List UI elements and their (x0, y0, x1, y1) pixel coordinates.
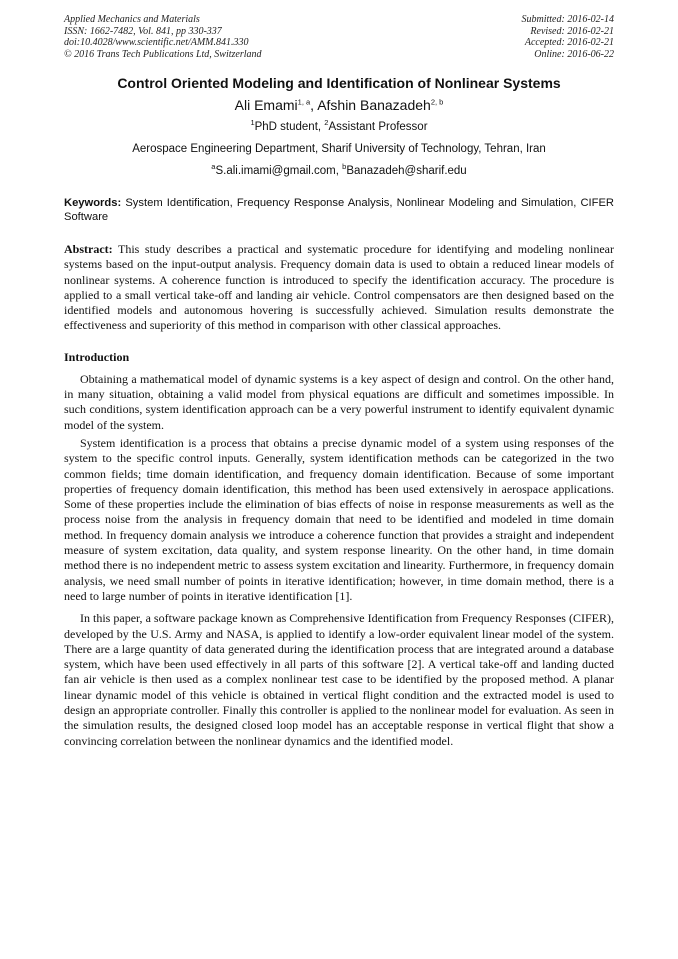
author-superscript: 2, b (430, 97, 444, 107)
author-name: Ali Emami (234, 97, 298, 113)
email-superscript: a (211, 162, 216, 172)
email-separator: , (335, 165, 343, 177)
keywords-section (64, 196, 614, 224)
copyright-info: © 2016 Trans Tech Publications Ltd, Switzerland (64, 48, 262, 60)
email-text: Banazadeh@sharif.edu (346, 165, 467, 177)
abstract-section (64, 242, 614, 334)
abstract-label: Abstract: (64, 242, 113, 256)
submitted-date: Submitted: 2016-02-14 (521, 14, 614, 25)
introduction-paragraph: Obtaining a mathematical model of dynamic systems is a key aspect of design and control. On the other hand, in many situation, obtaining a valid model from physical equations are difficult and sometimes impossible. In such conditions, system identification approach can be a very powerful instrument to identify equivalent dynamic model of the system. (64, 371, 614, 432)
author-list (64, 96, 614, 114)
paper-title: Control Oriented Modeling and Identification of Nonlinear Systems (117, 75, 561, 91)
role-superscript: 1 (250, 118, 255, 128)
author-roles (64, 120, 614, 134)
author-separator: , (310, 97, 318, 113)
author-superscript: 1, a (297, 97, 311, 107)
affiliation-department: Aerospace Engineering Department, Sharif University of Technology, Tehran, Iran (132, 143, 546, 155)
submission-dates (522, 14, 615, 60)
introduction-heading: Introduction (64, 349, 130, 364)
role-text: PhD student (254, 121, 318, 133)
issn-info: ISSN: 1662-7482, Vol. 841, pp 330-337 (64, 25, 222, 37)
revised-date: Revised: 2016-02-21 (530, 25, 614, 37)
author-emails (64, 164, 614, 178)
page-header (64, 14, 614, 60)
role-text: Assistant Professor (328, 121, 428, 133)
role-separator: , (317, 121, 325, 133)
keywords-label: Keywords: (64, 197, 122, 209)
doi-info: doi:10.4028/www.scientific.net/AMM.841.330 (64, 37, 249, 48)
role-superscript: 2 (324, 118, 329, 128)
author-name: Afshin Banazadeh (317, 97, 431, 113)
email-text: S.ali.imami@gmail.com (215, 165, 336, 177)
abstract-text: This study describes a practical and systematic procedure for identifying and modeling nonlinear systems based on the input-output analysis. Frequency domain data is used to obtain a reduced linear models of nonlinear systems. A coherence function is introduced to specify the identification accuracy. The procedure is applied to a small vertical take-off and landing air vehicle. Control compensators are then designed based on the identified models and autonomous hovering is successfully achieved. Simulation results demonstrate the effectiveness and superiority of this method in comparison with other classical approaches. (64, 242, 614, 333)
introduction-paragraph: System identification is a process that obtains a precise dynamic model of a system using responses of the system to the specific control inputs. Generally, system identification methods can be categorized in the two common fields; time domain identification, and frequency domain identification. Because of some important properties of frequency domain identification, this method has been used extensively in aerospace applications. Some of these properties include the elimination of bias effects of noise in response measurements as well as the process noise from the analysis in frequency domain that need to be identified and modeled in time domain method. In frequency domain analysis we introduce a coherence function that provides a straight and independent measure of system excitation, data quality, and system response linearity. On the other hand, in time domain method there is no independent metric to assess system excitation and linearity. Furthermore, in frequency domain analysis, we need small number of points in iterative identification; however, in time domain method, there is a need to large number of points in iterative identification [1]. (64, 435, 614, 603)
accepted-date: Accepted: 2016-02-21 (524, 37, 614, 48)
journal-name: Applied Mechanics and Materials (64, 14, 200, 25)
online-date: Online: 2016-06-22 (534, 48, 614, 60)
keywords-text: System Identification, Frequency Response Analysis, Nonlinear Modeling and Simulation, CIFER Software (64, 197, 615, 223)
email-superscript: b (342, 162, 347, 172)
introduction-paragraph: In this paper, a software package known as Comprehensive Identification from Frequency Responses (CIFER), developed by the U.S. Army and NASA, is applied to identify a low-order equivalent linear model of the system. There are a large quantity of data generated during the identification process that are integrated around a database system, which have been used effectively in all parts of this software [2]. A vertical take-off and landing ducted fan air vehicle is then used as a complex nonlinear test case to be identified by the proposed method. A planar linear dynamic model of this vehicle is obtained in vertical flight condition and the extracted model is used to design an appropriate controller. Finally this controller is applied to the nonlinear model for evaluation. As seen in the simulation results, the designed closed loop model has an acceptable response in vertical flight that show a convincing correlation between the nonlinear dynamics and the identified model. (64, 611, 614, 748)
publication-info (64, 14, 262, 60)
